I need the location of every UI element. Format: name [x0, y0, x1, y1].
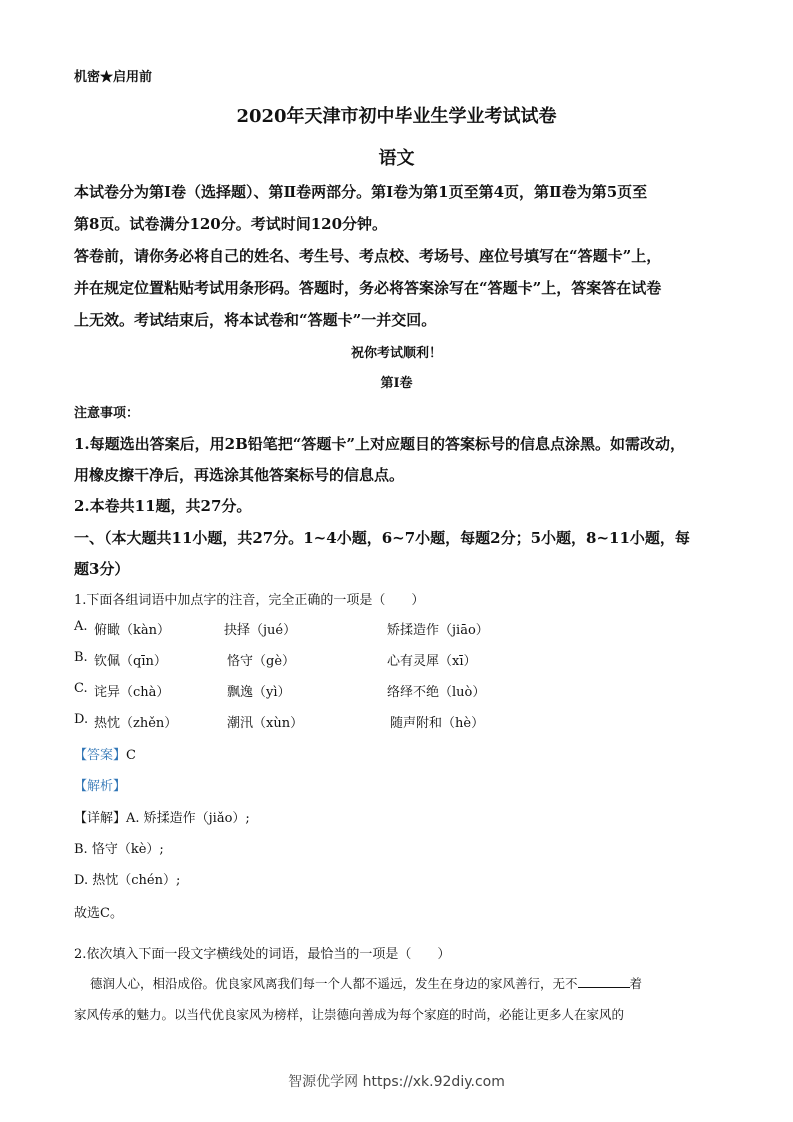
- answer-tag: 【答案】: [74, 748, 127, 763]
- question-1-stem: 1.下面各组词语中加点字的注音，完全正确的一项是（ ）: [74, 593, 425, 608]
- question-2-stem: 2.依次填入下面一段文字横线处的词语，最恰当的一项是（ ）: [74, 947, 451, 962]
- part-heading: 第Ⅰ卷: [380, 376, 413, 391]
- option-word: 恪守（gè）: [227, 654, 296, 669]
- intro-line: 第8页。试卷满分120分。考试时间120分钟。: [74, 215, 388, 233]
- passage-text: 德润人心，相沿成俗。优良家风离我们每一个人都不遥远，发生在身边的家风善行，无不: [90, 976, 578, 991]
- notes-line: 2.本卷共11题，共27分。: [74, 497, 252, 515]
- fill-blank: [578, 975, 630, 988]
- answer-line: [74, 744, 136, 763]
- notes-line: 1.每题选出答案后，用2B铅笔把“答题卡”上对应题目的答案标号的信息点涂黑。如需改动，: [74, 435, 686, 453]
- option-word: 俯瞰（kàn）: [94, 623, 171, 638]
- detail-line: 故选C。: [74, 906, 123, 921]
- detail-line: 【详解】A. 矫揉造作（jiǎo）;: [74, 811, 250, 826]
- notes-heading: 注意事项：: [74, 406, 140, 421]
- option-word: 诧异（chà）: [94, 685, 170, 700]
- intro-line: 本试卷分为第Ⅰ卷（选择题）、第Ⅱ卷两部分。第Ⅰ卷为第1页至第4页，第Ⅱ卷为第5页至: [74, 183, 648, 201]
- option-label: B.: [74, 650, 88, 665]
- option-label: D.: [74, 712, 89, 727]
- section-heading: 一、（本大题共11小题，共27分。1~4小题，6~7小题，每题2分；5小题，8~11小题，每: [74, 529, 690, 547]
- option-word: 矫揉造作（jiāo）: [387, 623, 489, 638]
- intro-line: 上无效。考试结束后，将本试卷和“答题卡”一并交回。: [74, 311, 437, 329]
- answer-value: C: [126, 748, 136, 763]
- option-word: 络绎不绝（luò）: [387, 685, 486, 700]
- good-luck-text: 祝你考试顺利！: [350, 346, 442, 361]
- option-word: 随声附和（hè）: [390, 716, 485, 731]
- option-word: 心有灵犀（xī）: [387, 654, 477, 669]
- intro-line: 并在规定位置粘贴考试用条形码。答题时，务必将答案涂写在“答题卡”上，答案答在试卷: [74, 279, 662, 297]
- section-heading-cont: 题3分）: [74, 560, 130, 578]
- option-word: 飘逸（yì）: [227, 685, 291, 700]
- subject-title: 语文: [378, 148, 415, 169]
- option-word: 钦佩（qīn）: [94, 654, 167, 669]
- passage-line: [90, 974, 642, 992]
- option-word: 潮汛（xùn）: [227, 716, 304, 731]
- confidential-label: 机密★启用前: [74, 70, 153, 85]
- intro-line: 答卷前，请你务必将自己的姓名、考生号、考点校、考场号、座位号填写在“答题卡”上，: [74, 247, 662, 265]
- analysis-tag: 【解析】: [74, 779, 127, 794]
- option-label: C.: [74, 681, 88, 696]
- detail-line: D. 热忱（chén）;: [74, 873, 181, 888]
- option-label: A.: [74, 619, 88, 634]
- detail-line: B. 恪守（kè）;: [74, 842, 164, 857]
- passage-line: 家风传承的魅力。以当代优良家风为榜样，让崇德向善成为每个家庭的时尚，必能让更多人在家风的: [74, 1007, 625, 1022]
- watermark-footer: 智源优学网 https://xk.92diy.com: [288, 1074, 505, 1090]
- option-word: 热忱（zhěn）: [94, 716, 178, 731]
- option-word: 抉择（jué）: [224, 623, 297, 638]
- exam-title: 2020年天津市初中毕业生学业考试试卷: [236, 106, 557, 127]
- notes-line: 用橡皮擦干净后，再选涂其他答案标号的信息点。: [74, 466, 405, 484]
- passage-text: 着: [629, 976, 643, 991]
